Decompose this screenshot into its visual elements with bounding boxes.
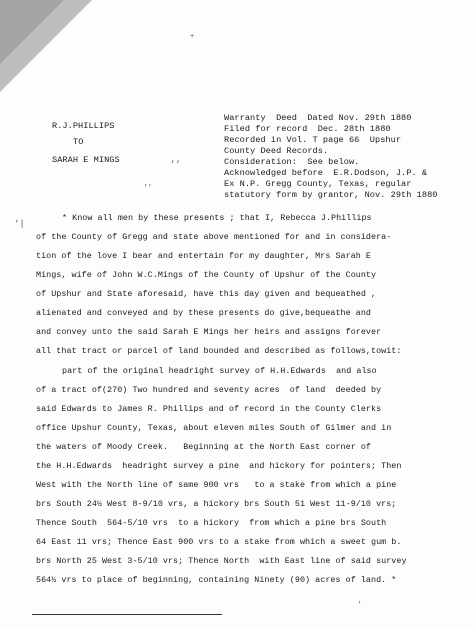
bottom-rule [32,614,222,615]
body-line: brs South 24½ West 8-9/10 vrs, a hickory brs South 51 West 11-9/10 vrs; [36,499,397,509]
ink-mark: ,, [144,180,153,188]
record-line: Filed for record Dec. 28th 1880 [224,124,391,134]
body-line: said Edwards to James R. Phillips and of record in the County Clerks [36,404,382,414]
body-line: office Upshur County, Texas, about eleven miles South of Gilmer and in [36,423,392,433]
record-line: statutory form by grantor, Nov. 29th 1880 [224,190,438,200]
folded-corner-shadow [0,0,64,64]
body-line: West with the North line of same 900 vrs to a stake from which a pine [36,480,397,490]
body-line: Mings, wife of John W.C.Mings of the County of Upshur of the County [36,270,377,280]
body-line: part of the original headright survey of H.H.Edwards and also [62,366,377,376]
margin-mark: ‘| [14,219,25,229]
body-line: of Upshur and State aforesaid, have this day given and bequeathed , [36,289,377,299]
record-line: County Deed Records. [224,146,329,156]
record-line: Acknowledged before E.R.Dodson, J.P. & [224,168,428,178]
body-line: brs North 25 West 3-5/10 vrs; Thence North with East line of said survey [36,556,407,566]
body-line: tion of the love I bear and entertain for my daughter, Mrs Sarah E [36,251,372,261]
body-line: the H.H.Edwards headright survey a pine and hickory for pointers; Then [36,461,402,471]
record-line: Recorded in Vol. T page 66 Upshur [224,135,402,145]
record-line: Ex N.P. Gregg County, Texas, regular [224,179,412,189]
grantor-name: R.J.PHILLIPS [52,121,115,131]
body-line: of the County of Gregg and state above mentioned for and in considera- [36,232,392,242]
body-line: the waters of Moody Creek. Beginning at the North East corner of [36,442,372,452]
body-line: * Know all men by these presents ; that I, Rebecca J.Phillips [62,213,372,223]
ink-speck: + [190,33,195,41]
ink-mark: ’’ [170,160,181,170]
body-line: all that tract or parcel of land bounded and described as follows,towit: [36,346,402,356]
record-line: Warranty Deed Dated Nov. 29th 1880 [224,113,412,123]
grantee-name: SARAH E MINGS [52,155,120,165]
body-line: alienated and conveyed and by these presents do give,bequeathe and [36,308,372,318]
body-line: 64 East 11 vrs; Thence East 900 vrs to a stake from which a sweet gum b. [36,537,402,547]
body-line: 564½ vrs to place of beginning, containing Ninety (90) acres of land. * [36,575,397,585]
body-line: of a tract of(270) Two hundred and seventy acres of land deeded by [36,385,382,395]
body-line: and convey unto the said Sarah E Mings her heirs and assigns forever [36,327,382,337]
ink-mark: , [358,597,363,605]
record-line: Consideration: See below. [224,157,360,167]
to-label: TO [73,137,84,147]
body-line: Thence South 564-5/10 vrs to a hickory from which a pine brs South [36,518,387,528]
